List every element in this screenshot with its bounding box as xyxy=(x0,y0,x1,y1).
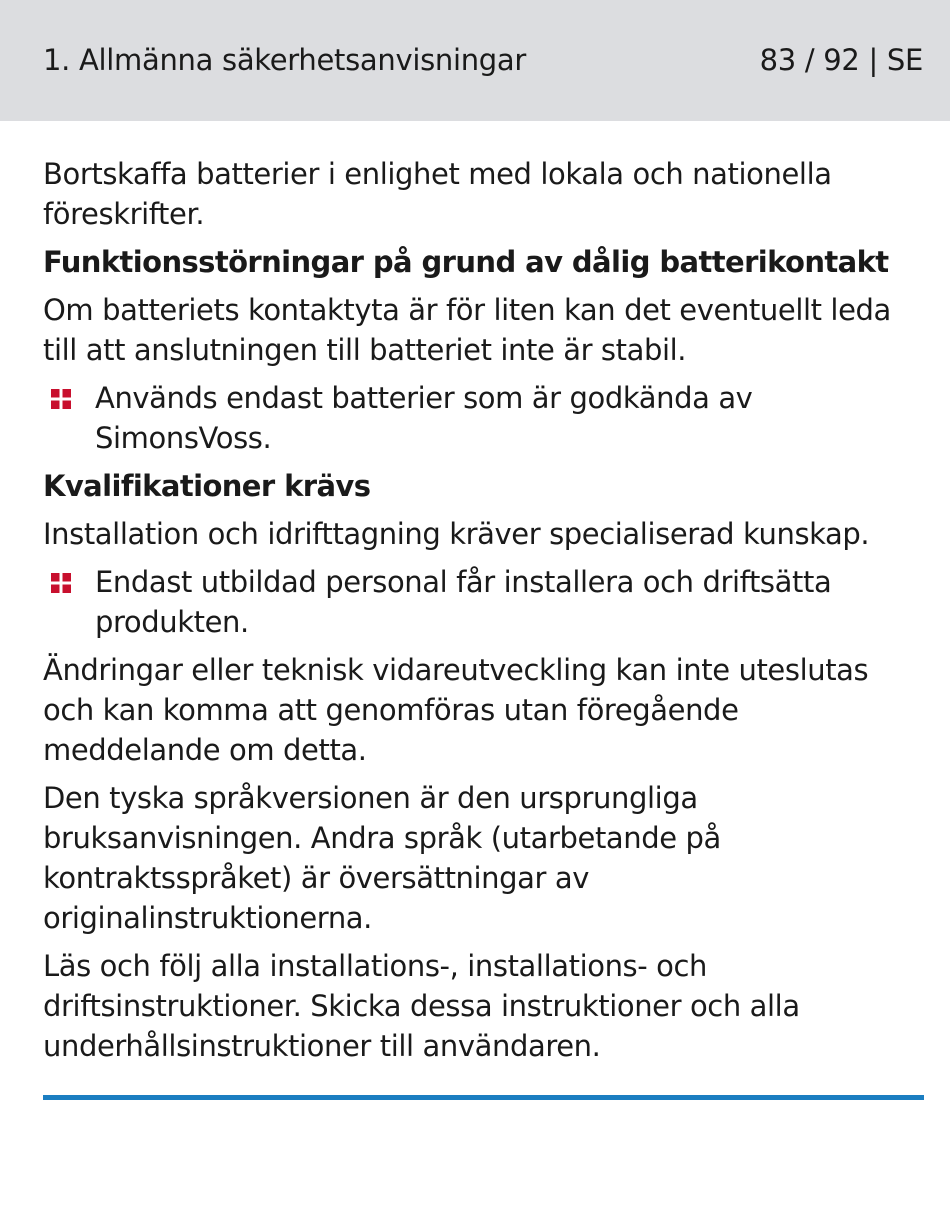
four-squares-bullet-icon xyxy=(51,389,71,409)
list-item-text: Används endast batterier som är godkända av SimonsVoss. xyxy=(95,381,753,455)
document-body xyxy=(43,154,923,1074)
list-item-approved-batteries xyxy=(43,378,923,458)
paragraph-battery-contact: Om batteriets kontaktyta är för liten kan det eventuellt leda till att anslutningen till batteriet inte är stabil. xyxy=(43,293,891,367)
heading-qualifications: Kvalifikationer krävs xyxy=(43,469,371,503)
section-divider xyxy=(43,1095,924,1100)
paragraph-qualifications: Installation och idrifttagning kräver specialiserad kunskap. xyxy=(43,517,870,551)
paragraph-language-version: Den tyska språkversionen är den ursprungliga bruksanvisningen. Andra språk (utarbetande på kontraktsspråket) är översättningar av originalinstruktionerna. xyxy=(43,781,721,935)
paragraph-changes: Ändringar eller teknisk vidareutveckling kan inte uteslutas och kan komma att genomföras utan föregående meddelande om detta. xyxy=(43,653,869,767)
paragraph-read-instructions: Läs och följ alla installations-, installations- och driftsinstruktioner. Skicka dessa instruktioner och alla underhållsinstruktioner till användaren. xyxy=(43,949,800,1063)
heading-battery-contact: Funktionsstörningar på grund av dålig batterikontakt xyxy=(43,245,889,279)
paragraph-disposal: Bortskaffa batterier i enlighet med lokala och nationella föreskrifter. xyxy=(43,157,832,231)
section-title: 1. Allmänna säkerhetsanvisningar xyxy=(43,43,527,77)
page-header xyxy=(0,0,950,121)
list-item-trained-personnel xyxy=(43,562,923,642)
page-number: 83 / 92 | SE xyxy=(759,43,923,77)
list-item-text: Endast utbildad personal får installera och driftsätta produkten. xyxy=(95,565,832,639)
four-squares-bullet-icon xyxy=(51,573,71,593)
